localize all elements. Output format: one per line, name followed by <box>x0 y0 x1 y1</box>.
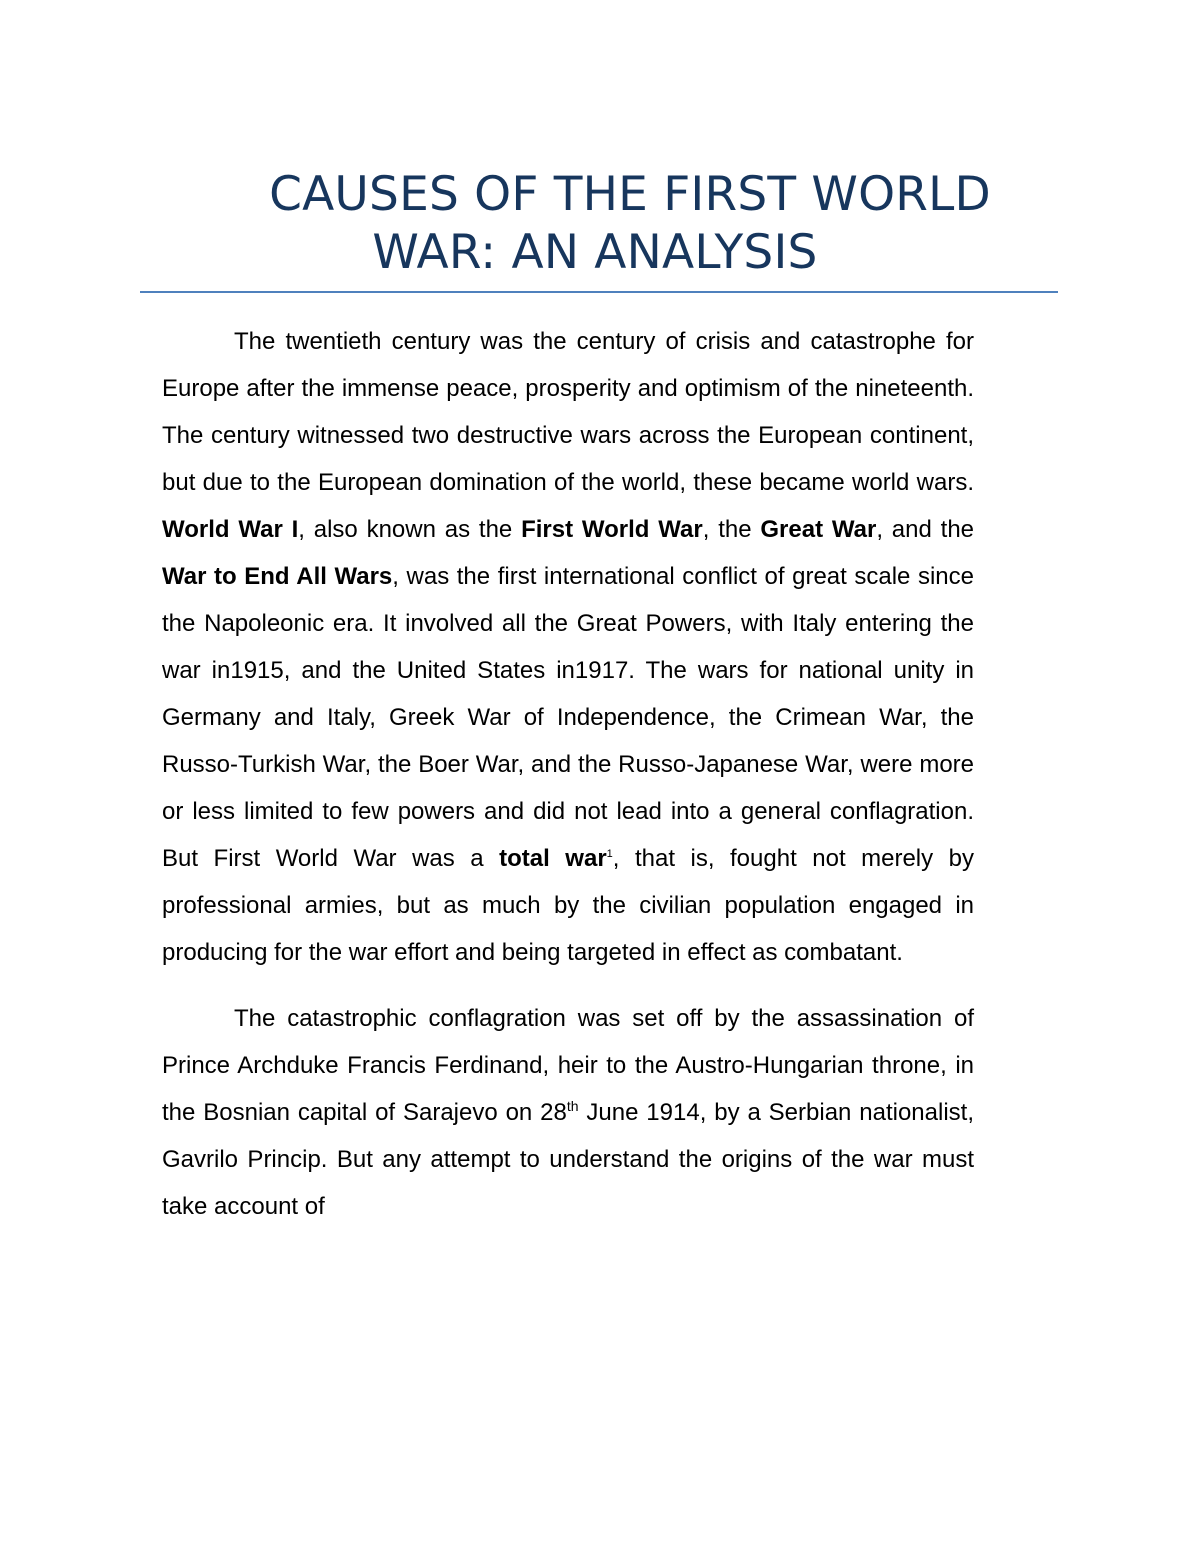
p1-bold-total-war: total war <box>499 845 607 872</box>
p1-text-6: , that is, fought not merely by professional armies, but as much by the civilian population engaged in producing for the war effort and being targeted in effect as combatant. <box>162 845 974 966</box>
p1-text-4: , and the <box>876 516 975 543</box>
title-line-1: CAUSES OF THE FIRST WORLD <box>269 167 991 222</box>
p1-text-2: , also known as the <box>298 516 522 543</box>
paragraph-1 <box>162 318 974 976</box>
p1-bold-war-to-end-all-wars: War to End All Wars <box>162 563 393 590</box>
paragraph-2 <box>162 995 974 1230</box>
p1-bold-first-world-war: First World War <box>521 516 703 543</box>
title-line-2: WAR: AN ANALYSIS <box>372 225 818 280</box>
footnote-reference[interactable]: 1 <box>606 848 613 860</box>
p1-text-1: The twentieth century was the century of crisis and catastrophe for Europe after the immense peace, prosperity and optimism of the nineteenth. The century witnessed two destructive wars across the European continent, but due to the European domination of the world, these became world wars. <box>162 328 974 496</box>
p1-text-5: , was the first international conflict of great scale since the Napoleonic era. It involved all the Great Powers, with Italy entering the war in1915, and the United States in1917. The wars for national unity in Germany and Italy, Greek War of Independence, the Crimean War, the Russo-Turkish War, the Boer War, and the Russo-Japanese War, were more or less limited to few powers and did not lead into a general conflagration. But First World War was a <box>162 563 974 872</box>
document-title <box>140 166 1060 282</box>
title-underline-rule <box>140 291 1058 293</box>
p2-text-1: The catastrophic conflagration was set off by the assassination of Prince Archduke Francis Ferdinand, heir to the Austro-Hungarian throne, in the Bosnian capital of Sarajevo on 28 <box>162 1005 974 1126</box>
p1-bold-great-war: Great War <box>760 516 877 543</box>
document-body <box>162 318 974 1230</box>
ordinal-suffix: th <box>566 1098 579 1114</box>
p1-text-3: , the <box>702 516 761 543</box>
p1-bold-world-war-i: World War I <box>162 516 299 543</box>
p2-text-2: June 1914, by a Serbian nationalist, Gavrilo Princip. But any attempt to understand the origins of the war must take account of <box>162 1099 974 1220</box>
